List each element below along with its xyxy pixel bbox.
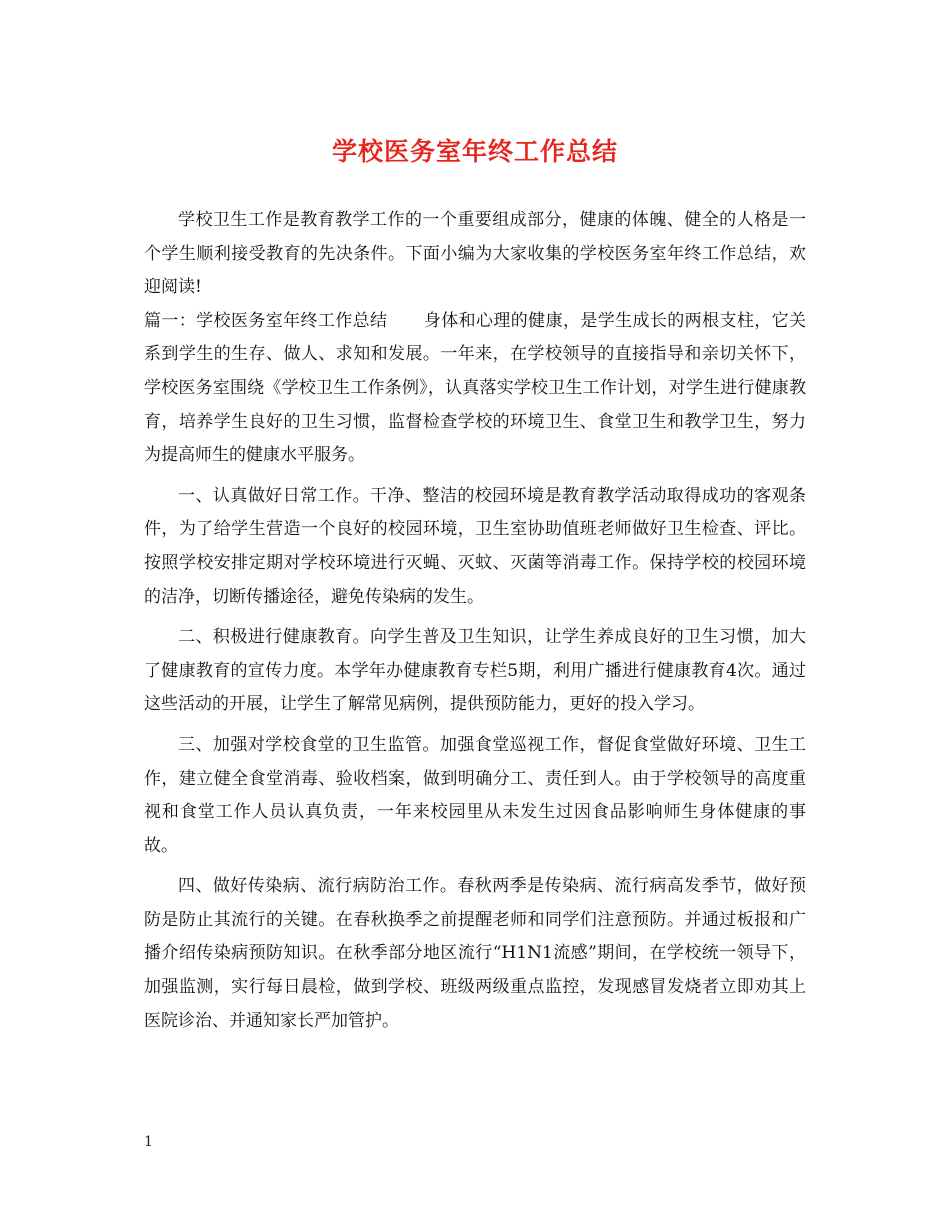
document-title: 学校医务室年终工作总结 [331, 137, 618, 166]
section-heading: 篇一：学校医务室年终工作总结 [144, 310, 388, 331]
section-paragraph [144, 305, 806, 473]
section-intro: 身体和心理的健康，是学生成长的两根支柱，它关系到学生的生存、做人、求知和发展。一年来，在学校领导的直接指导和亲切关怀下，学校医务室围绕《学校卫生工作条例》，认真落实学校卫生工作计划，对学生进行健康教育，培养学生良好的卫生习惯，监督检查学校的环境卫生、食堂卫生和教学卫生，努力为提高师生的健康水平服务。 [144, 310, 807, 466]
intro-paragraph: 学校卫生工作是教育教学工作的一个重要组成部分，健康的体魄、健全的人格是一个学生顺利接受教育的先决条件。下面小编为大家收集的学校医务室年终工作总结，欢迎阅读! [144, 210, 806, 298]
paragraph-2: 二、积极进行健康教育。向学生普及卫生知识，让学生养成良好的卫生习惯，加大了健康教育的宣传力度。本学年办健康教育专栏5期，利用广播进行健康教育4次。通过这些活动的开展，让学生了解常见病例，提供预防能力，更好的投入学习。 [144, 627, 806, 715]
page-number: 1 [144, 1134, 153, 1150]
paragraph-1: 一、认真做好日常工作。干净、整洁的校园环境是教育教学活动取得成功的客观条件，为了给学生营造一个良好的校园环境，卫生室协助值班老师做好卫生检查、评比。按照学校安排定期对学校环境进行灭蝇、灭蚊、灭菌等消毒工作。保持学校的校园环境的洁净，切断传播途径，避免传染病的发生。 [144, 485, 806, 607]
paragraph-4: 四、做好传染病、流行病防治工作。春秋两季是传染病、流行病高发季节，做好预防是防止其流行的关键。在春秋换季之前提醒老师和同学们注意预防。并通过板报和广播介绍传染病预防知识。在秋季部分地区流行“H1N1流感”期间，在学校统一领导下，加强监测，实行每日晨检，做到学校、班级两级重点监控，发现感冒发烧者立即劝其上医院诊治、并通知家长严加管护。 [144, 876, 806, 1031]
paragraph-3: 三、加强对学校食堂的卫生监管。加强食堂巡视工作，督促食堂做好环境、卫生工作，建立健全食堂消毒、验收档案，做到明确分工、责任到人。由于学校领导的高度重视和食堂工作人员认真负责，一年来校园里从未发生过因食品影响师生身体健康的事故。 [144, 734, 806, 856]
document-body [144, 204, 806, 1038]
